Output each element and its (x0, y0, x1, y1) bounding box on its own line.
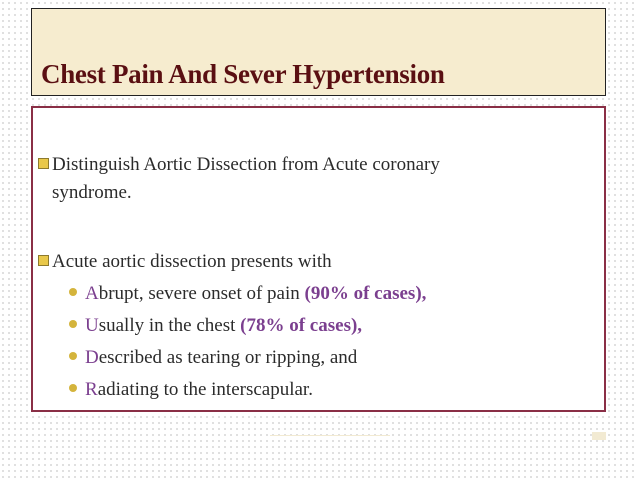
sub-bullet-text: sually in the chest (98, 315, 241, 336)
sub-bullet-stat: (78% of cases), (240, 315, 363, 336)
sub-bullet-3 (69, 347, 357, 369)
bullet-1-line1: Distinguish Aortic Dissection from Acute coronary (52, 154, 440, 175)
sub-bullet-text: adiating to the interscapular. (97, 379, 313, 400)
sub-bullet-text: escribed as tearing or ripping, and (98, 347, 358, 368)
sub-bullet-stat: (90% of cases), (304, 283, 427, 304)
square-bullet-icon (38, 255, 49, 266)
bullet-1 (38, 151, 440, 207)
slide-number-placeholder (592, 432, 606, 440)
content-box (31, 106, 606, 412)
square-bullet-icon (38, 158, 49, 169)
sub-bullet-2 (69, 315, 362, 337)
bullet-1-line2: syndrome. (52, 182, 132, 203)
dot-bullet-icon (69, 288, 77, 296)
sub-bullet-4 (69, 379, 313, 401)
dot-bullet-icon (69, 352, 77, 360)
sub-bullet-initial: D (85, 347, 99, 368)
slide-title: Chest Pain And Sever Hypertension (41, 59, 445, 89)
bullet-2 (38, 248, 332, 276)
dot-bullet-icon (69, 384, 77, 392)
bullet-2-line1: Acute aortic dissection presents with (52, 251, 332, 272)
sub-bullet-text: brupt, severe onset of pain (98, 283, 305, 304)
sub-bullet-initial: U (85, 315, 99, 336)
title-banner (31, 8, 606, 96)
sub-bullet-initial: A (85, 283, 99, 304)
sub-bullet-1 (69, 283, 426, 305)
footer-placeholder (270, 435, 390, 436)
sub-bullet-initial: R (85, 379, 98, 400)
dot-bullet-icon (69, 320, 77, 328)
